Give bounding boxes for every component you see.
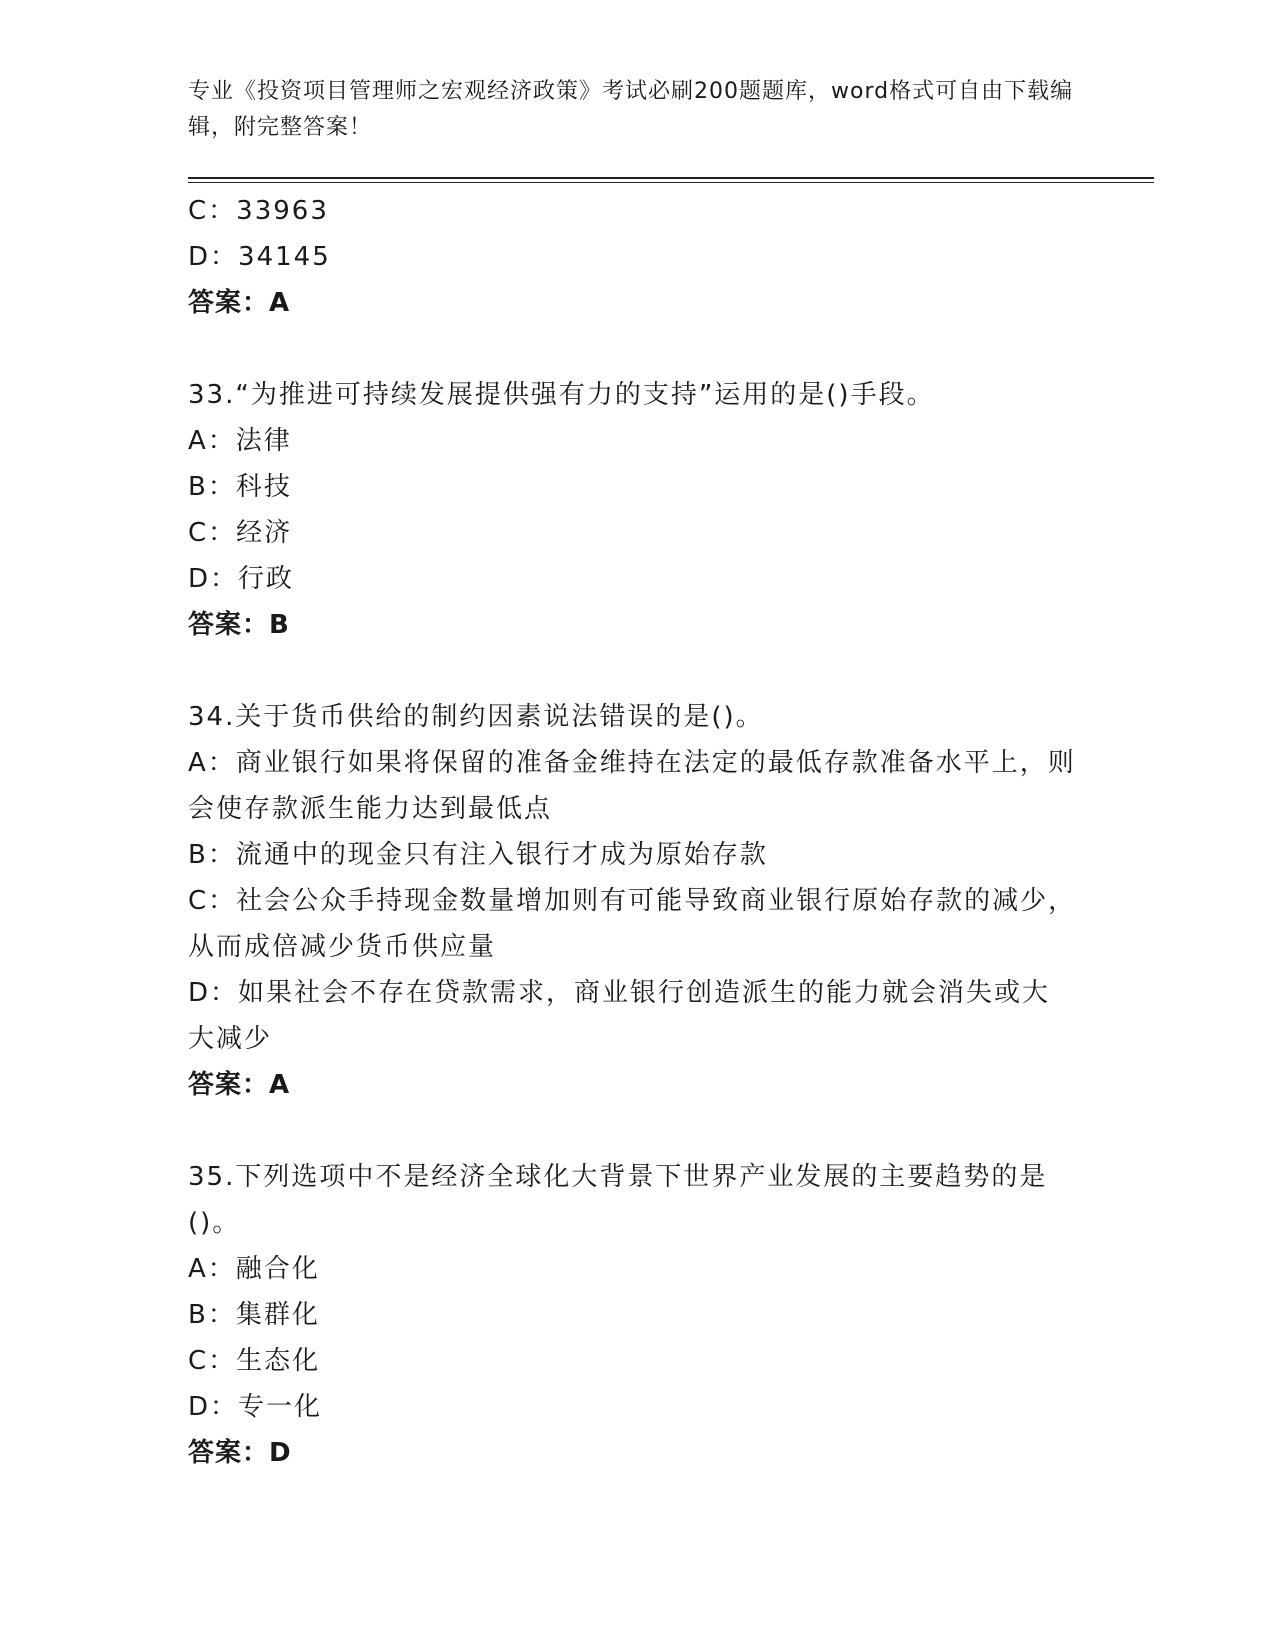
answer-line: 答案：B [188, 610, 290, 640]
option-d: D：行政 [188, 564, 295, 594]
answer-line: 答案：A [188, 1070, 291, 1100]
question-list [188, 188, 1078, 1476]
option-b: B：集群化 [188, 1300, 320, 1330]
option-c: C：生态化 [188, 1346, 321, 1376]
question-34 [188, 694, 1078, 1108]
option-c: C：33963 [188, 196, 329, 226]
document-header: 专业《投资项目管理师之宏观经济政策》考试必刷200题题库，word格式可自由下载编辑，附完整答案！ [188, 79, 1074, 140]
answer-line: 答案：A [188, 288, 291, 318]
header-divider-thin [188, 182, 1154, 183]
question-stem: 35.下列选项中不是经济全球化大背景下世界产业发展的主要趋势的是()。 [188, 1162, 1048, 1238]
option-a: A：法律 [188, 426, 292, 456]
question-33 [188, 372, 1078, 648]
option-b: B：科技 [188, 472, 292, 502]
answer-line: 答案：D [188, 1438, 292, 1468]
previous-question-tail [188, 188, 1078, 326]
option-a: A：融合化 [188, 1254, 320, 1284]
question-35 [188, 1154, 1078, 1476]
option-d: D：如果社会不存在贷款需求，商业银行创造派生的能力就会消失或大大减少 [188, 978, 1051, 1054]
option-c: C：社会公众手持现金数量增加则有可能导致商业银行原始存款的减少，从而成倍减少货币供应量 [188, 886, 1077, 962]
option-c: C：经济 [188, 518, 293, 548]
option-d: D：34145 [188, 242, 331, 272]
question-stem: 34.关于货币供给的制约因素说法错误的是()。 [188, 702, 764, 732]
option-a: A：商业银行如果将保留的准备金维持在法定的最低存款准备水平上，则会使存款派生能力达到最低点 [188, 748, 1076, 824]
header-divider-thick [188, 177, 1154, 179]
option-d: D：专一化 [188, 1392, 323, 1422]
option-b: B：流通中的现金只有注入银行才成为原始存款 [188, 840, 768, 870]
question-stem: 33.“为推进可持续发展提供强有力的支持”运用的是()手段。 [188, 380, 935, 410]
